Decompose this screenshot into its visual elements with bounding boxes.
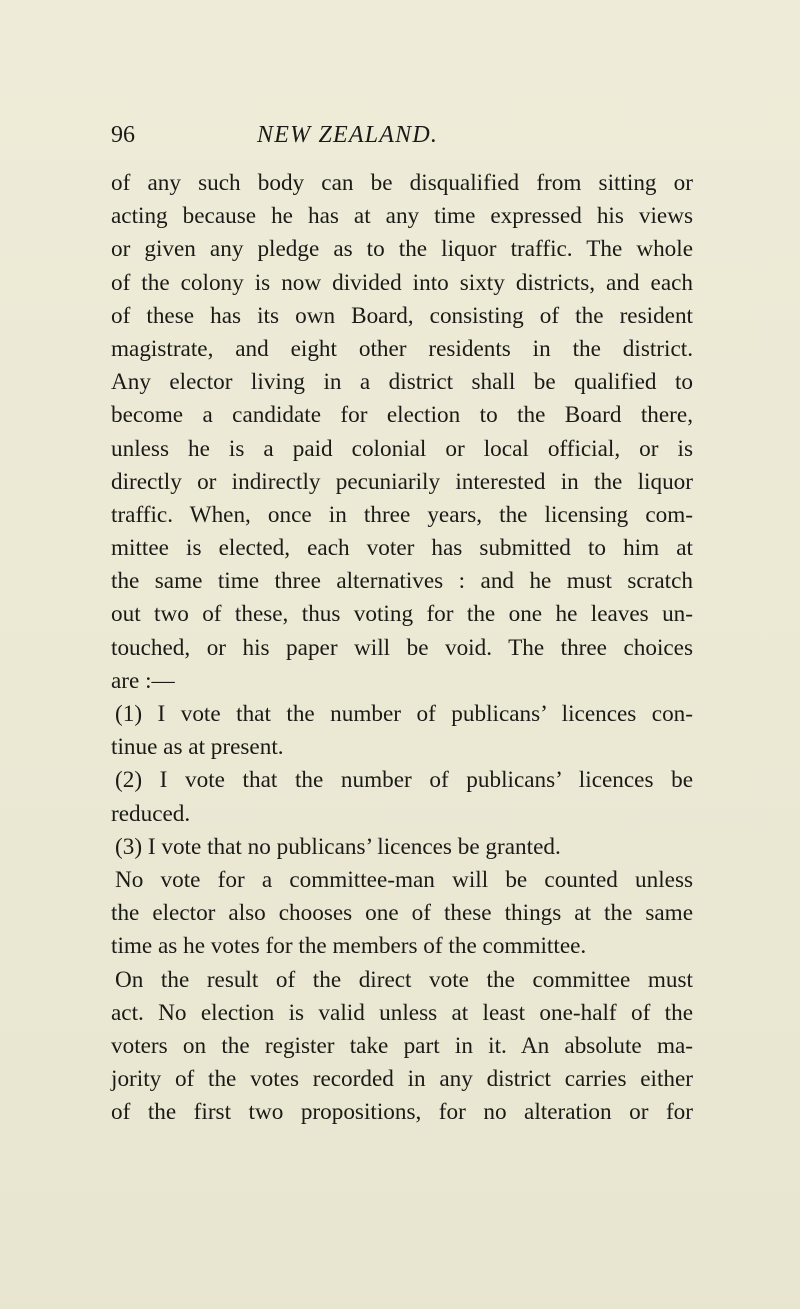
text-line: No vote for a committee-man will be counted unless <box>115 866 693 893</box>
list-item: (2) I vote that the number of publicans’ licences be <box>115 767 693 794</box>
text-line: become a candidate for election to the Board there, <box>111 402 693 429</box>
text-line: directly or indirectly pecuniarily interested in the liquor <box>111 468 693 495</box>
running-title: NEW ZEALAND. <box>257 122 439 148</box>
body-text <box>111 167 693 1129</box>
text-line: time as he votes for the members of the committee. <box>111 933 587 960</box>
list-item: (1) I vote that the number of publicans’ licences con- <box>115 701 693 727</box>
list-item: (3) I vote that no publicans’ licences be granted. <box>115 833 561 860</box>
text-line: voters on the register take part in it. An absolute ma- <box>111 1032 693 1059</box>
text-line: are :— <box>111 667 175 694</box>
text-line: touched, or his paper will be void. The three choices <box>111 634 693 661</box>
text-line: jority of the votes recorded in any district carries either <box>111 1066 693 1093</box>
text-line: of any such body can be disqualified from sitting or <box>111 170 693 196</box>
text-line: tinue as at present. <box>111 734 284 761</box>
text-line: traffic. When, once in three years, the licensing com- <box>111 501 693 528</box>
text-line: out two of these, thus voting for the one he leaves un- <box>111 601 693 628</box>
text-line: On the result of the direct vote the committee must <box>115 966 693 993</box>
text-line: mittee is elected, each voter has submitted to him at <box>111 535 693 562</box>
text-line: the elector also chooses one of these things at the same <box>111 900 693 927</box>
text-line: of the colony is now divided into sixty districts, and each <box>111 269 693 296</box>
text-line: of these has its own Board, consisting of the resident <box>111 302 693 329</box>
page-number: 96 <box>111 122 135 148</box>
text-line: act. No election is valid unless at least one-half of the <box>111 999 693 1026</box>
text-line: of the first two propositions, for no alteration or for <box>111 1099 693 1126</box>
text-line: the same time three alternatives : and he must scratch <box>111 568 693 595</box>
text-line: or given any pledge as to the liquor traffic. The whole <box>111 236 693 263</box>
running-head <box>111 118 691 152</box>
text-line: reduced. <box>111 800 191 827</box>
text-line: Any elector living in a district shall be qualified to <box>111 369 693 396</box>
text-line: unless he is a paid colonial or local official, or is <box>111 435 693 462</box>
text-line: magistrate, and eight other residents in the district. <box>111 335 693 362</box>
text-line: acting because he has at any time expressed his views <box>111 203 693 230</box>
